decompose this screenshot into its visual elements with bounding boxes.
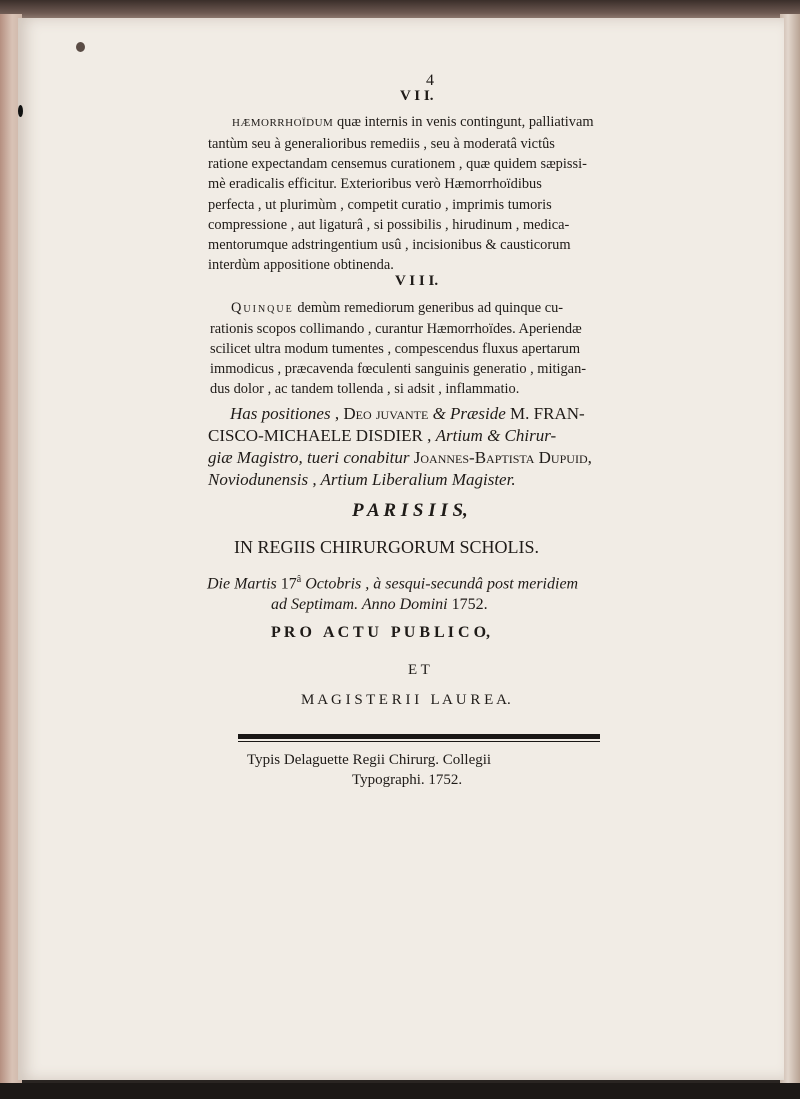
defense-line bbox=[208, 448, 592, 468]
double-rule-thin bbox=[238, 741, 600, 742]
section-viii-line: scilicet ultra modum tumentes , compescendus fluxus apertarum bbox=[210, 341, 581, 357]
section-viii-line bbox=[231, 299, 563, 318]
section-vii-line bbox=[232, 113, 594, 133]
section-vii-line: mentorumque adstringentium usû , incisionibus & causticorum bbox=[208, 237, 571, 253]
section-viii-line: dus dolor , ac tandem tollenda , si adsit , inflammatio. bbox=[210, 381, 520, 397]
date-line bbox=[271, 596, 488, 614]
defense-line bbox=[230, 404, 585, 424]
ink-speck bbox=[76, 42, 85, 52]
book-bottom-edge bbox=[0, 1083, 800, 1099]
date-day: 17 bbox=[276, 575, 297, 593]
section-vii-line: interdùm appositione obtinenda. bbox=[208, 257, 394, 273]
ink-speck bbox=[18, 105, 23, 117]
et-heading: E T bbox=[408, 662, 430, 678]
section-heading-vii: V I I. bbox=[400, 88, 434, 104]
section-vii-lead: HÆMORRHOÏDUM bbox=[232, 117, 334, 129]
laurea-heading: M A G I S T E R I I L A U R E A. bbox=[301, 692, 511, 708]
section-viii-line: immodicus , præcavenda fœculenti sanguinis generatio , mitigan- bbox=[210, 361, 587, 377]
act-heading: P R O A C T U P U B L I C O, bbox=[271, 624, 491, 641]
defense-text: , bbox=[422, 426, 436, 445]
date-year: 1752. bbox=[447, 596, 488, 613]
section-vii-line-text: quæ internis in venis contingunt, palliativam bbox=[336, 114, 594, 130]
defense-praeses-name: CISCO-MICHAELE DISDIER bbox=[208, 426, 423, 445]
defense-respondent-name: Joannes-Baptista Dupuid, bbox=[409, 448, 592, 467]
section-vii-line: perfecta , ut plurimùm , competit curatio , imprimis tumoris bbox=[208, 197, 552, 213]
printer-line: Typis Delaguette Regii Chirurg. Collegii bbox=[247, 752, 492, 768]
section-heading-viii: V I I I. bbox=[395, 273, 439, 289]
page-number: 4 bbox=[426, 72, 434, 89]
place-heading: P A R I S I I S, bbox=[352, 500, 468, 521]
section-vii-line: ratione expectandam censemus curationem , quæ quidem sæpissi- bbox=[208, 156, 587, 172]
defense-text-italic: Has positiones bbox=[230, 404, 331, 423]
date-text-italic: Die Martis bbox=[207, 575, 277, 593]
defense-text-italic: & Præside bbox=[432, 404, 506, 423]
defense-line bbox=[208, 426, 556, 446]
date-text-italic: ad Septimam. Anno Domini bbox=[271, 596, 448, 613]
defense-text-italic: giæ Magistro, tueri conabitur bbox=[208, 448, 410, 467]
printer-line: Typographi. 1752. bbox=[352, 772, 463, 788]
defense-text: , Deo juvante bbox=[330, 404, 433, 423]
date-line bbox=[207, 574, 578, 593]
section-viii-lead: Quinque bbox=[231, 300, 294, 316]
section-viii-line-text: demùm remediorum generibus ad quinque cu- bbox=[297, 300, 564, 316]
section-vii-line: tantùm seu à generalioribus remediis , seu à moderatâ victûs bbox=[208, 136, 555, 152]
section-viii-line: rationis scopos collimando , curantur Hæmorrhoïdes. Aperiendæ bbox=[210, 321, 582, 337]
defense-text: M. FRAN- bbox=[505, 404, 585, 423]
venue-heading: IN REGIIS CHIRURGORUM SCHOLIS. bbox=[234, 537, 540, 557]
section-vii-line: mè eradicalis efficitur. Exterioribus verò Hæmorrhoïdibus bbox=[208, 176, 542, 192]
date-superscript: â bbox=[296, 574, 302, 585]
double-rule bbox=[238, 734, 600, 739]
date-text-italic: Octobris , à sesqui-secundâ post meridiem bbox=[301, 575, 579, 593]
defense-text-italic: Artium & Chirur- bbox=[435, 426, 557, 445]
section-vii-line: compressione , aut ligaturâ , si possibilis , hirudinum , medica- bbox=[208, 217, 570, 233]
defense-line: Noviodunensis , Artium Liberalium Magister. bbox=[208, 470, 516, 489]
